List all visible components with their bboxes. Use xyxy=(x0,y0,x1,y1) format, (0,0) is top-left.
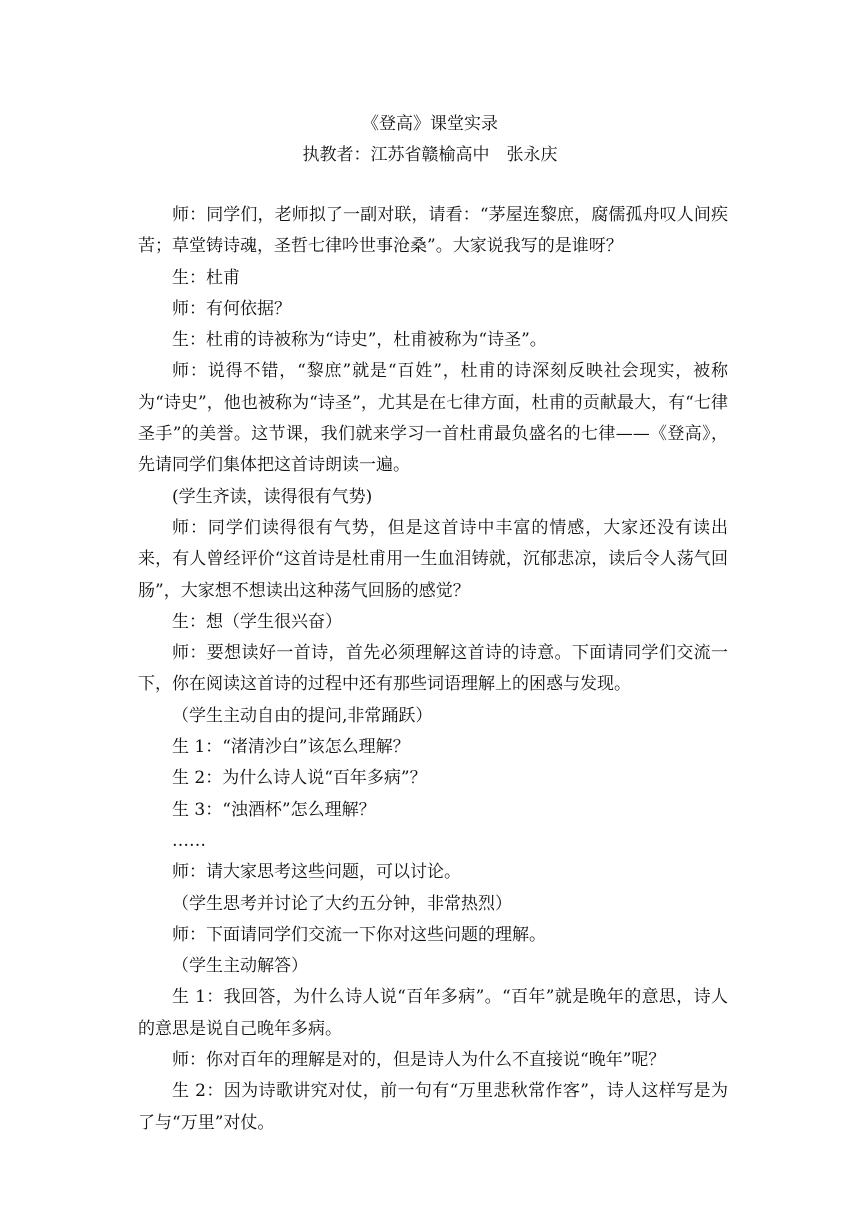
paragraph: 生：杜甫的诗被称为“诗史”，杜甫被称为“诗圣”。 xyxy=(172,330,547,351)
paragraph: 生 2：为什么诗人说“百年多病”？ xyxy=(172,768,427,789)
paragraph: 师：请大家思考这些问题，可以讨论。 xyxy=(172,862,461,883)
paragraph: 师：要想读好一首诗，首先必须理解这首诗的诗意。下面请同学们交流一下，你在阅读这首诗的过程中还有那些词语理解上的困惑与发现。 xyxy=(138,643,728,695)
paragraph: 生：杜甫 xyxy=(172,267,240,288)
paragraph: 师：说得不错，“黎庶”就是“百姓”，杜甫的诗深刻反映社会现实，被称为“诗史”，他也被称为“诗圣”，尤其是在七律方面，杜甫的贡献最大，有“七律圣手”的美誉。这节课，我们就来学习一首杜甫最负盛名的七律——《登高》，先请同学们集体把这首诗朗读一遍。 xyxy=(138,361,728,476)
paragraph: 师：你对百年的理解是对的，但是诗人为什么不直接说“晚年”呢？ xyxy=(172,1050,666,1071)
paragraph: 师：同学们读得很有气势，但是这首诗中丰富的情感，大家还没有读出来，有人曾经评价“这首诗是杜甫用一生血泪铸就，沉郁悲凉，读后令人荡气回肠”，大家想不想读出这种荡气回肠的感觉？ xyxy=(138,517,728,601)
paragraph: (学生齐读，读得很有气势) xyxy=(172,486,373,507)
paragraph: （学生主动自由的提问,非常踊跃） xyxy=(172,705,433,726)
paragraph: （学生主动解答） xyxy=(172,956,308,977)
document-body xyxy=(138,200,728,1139)
paragraph: 生：想（学生很兴奋） xyxy=(172,611,342,632)
paragraph: 生 2：因为诗歌讲究对仗，前一句有“万里悲秋常作客”，诗人这样写是为了与“万里”对仗。 xyxy=(138,1081,728,1133)
document-title: 《登高》课堂实录 xyxy=(362,114,498,134)
paragraph: 生 1：“渚清沙白”该怎么理解？ xyxy=(172,737,410,758)
paragraph: 师：下面请同学们交流一下你对这些问题的理解。 xyxy=(172,924,546,945)
paragraph: 生 1：我回答，为什么诗人说“百年多病”。“百年”就是晚年的意思，诗人的意思是说自己晚年多病。 xyxy=(138,987,728,1039)
paragraph: …… xyxy=(172,830,206,851)
paragraph: 生 3：“浊酒杯”怎么理解？ xyxy=(172,799,376,820)
paragraph: 师：同学们，老师拟了一副对联，请看：“茅屋连黎庶，腐儒孤舟叹人间疾苦；草堂铸诗魂，圣哲七律吟世事沧桑”。大家说我写的是谁呀？ xyxy=(138,205,728,257)
paragraph: （学生思考并讨论了大约五分钟，非常热烈） xyxy=(172,893,512,914)
paragraph: 师：有何依据？ xyxy=(172,298,291,319)
document-subtitle: 执教者：江苏省赣榆高中 张永庆 xyxy=(302,145,558,165)
